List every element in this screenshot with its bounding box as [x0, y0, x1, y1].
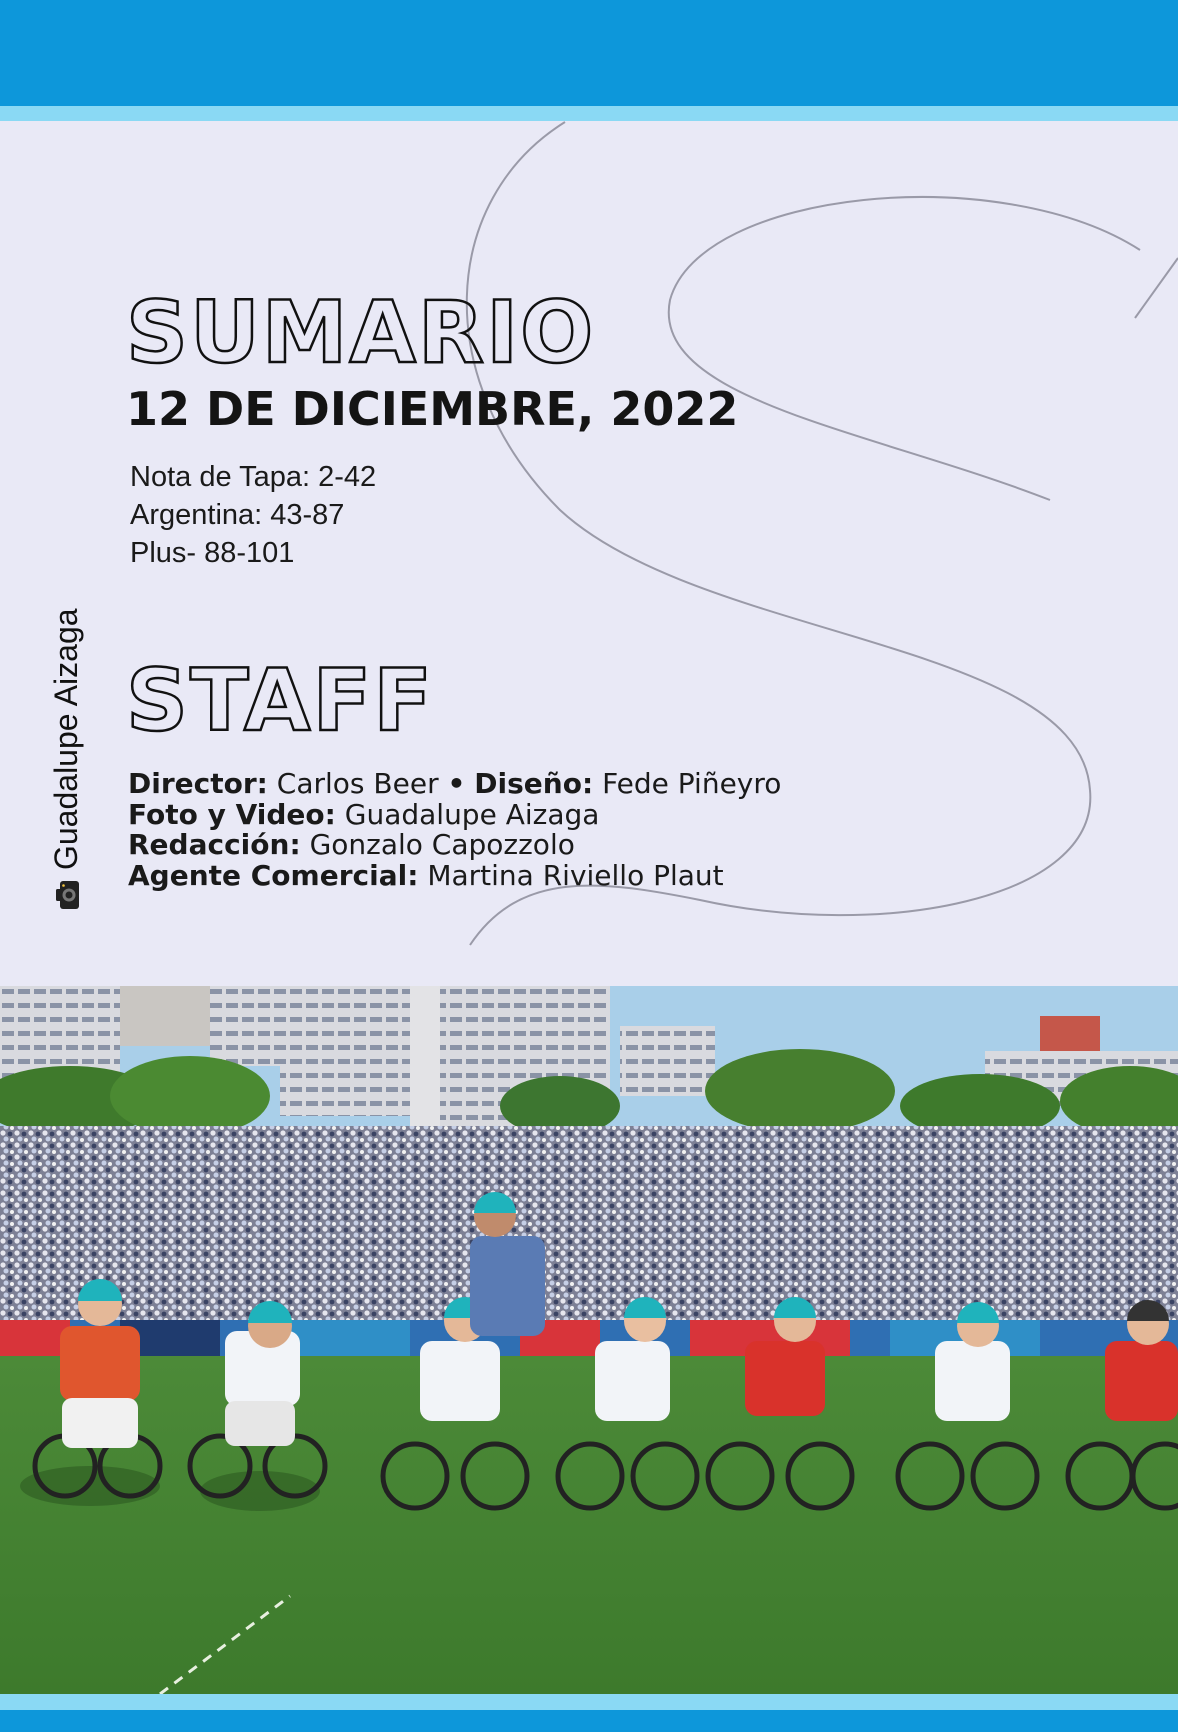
issue-date: 12 DE DICIEMBRE, 2022	[126, 382, 739, 436]
toc-item: Argentina: 43-87	[130, 499, 345, 531]
staff-row-photo	[128, 797, 781, 831]
director-label: Director:	[128, 767, 268, 800]
camera-icon	[54, 880, 80, 910]
design-name: Fede Piñeyro	[602, 767, 782, 800]
photo-credit-text: Guadalupe Aizaga	[48, 608, 84, 870]
design-label: Diseño:	[474, 767, 594, 800]
footer-stripe	[0, 1694, 1178, 1710]
editorial-label: Redacción:	[128, 828, 301, 861]
staff-row-director	[128, 769, 781, 800]
table-of-contents	[130, 458, 376, 572]
sumario-title: SUMARIO	[126, 283, 596, 383]
staff-row-editorial	[128, 830, 781, 861]
staff-row-sales	[128, 858, 781, 892]
photo-label: Foto y Video:	[128, 797, 336, 831]
separator-dot: •	[447, 767, 466, 800]
director-name: Carlos Beer	[276, 767, 439, 800]
editorial-name: Gonzalo Capozzolo	[309, 828, 575, 861]
cover-photo	[0, 986, 1178, 1694]
footer-band	[0, 1710, 1178, 1732]
polo-photo	[0, 986, 1178, 1694]
photo-credit	[48, 608, 85, 910]
staff-list	[128, 769, 781, 891]
sales-label: Agente Comercial:	[128, 858, 419, 892]
photo-name: Guadalupe Aizaga	[344, 797, 600, 831]
staff-title: STAFF	[126, 651, 434, 751]
toc-item: Nota de Tapa: 2-42	[130, 461, 377, 493]
toc-item: Plus- 88-101	[130, 537, 295, 569]
sales-name: Martina Riviello Plaut	[427, 858, 724, 892]
